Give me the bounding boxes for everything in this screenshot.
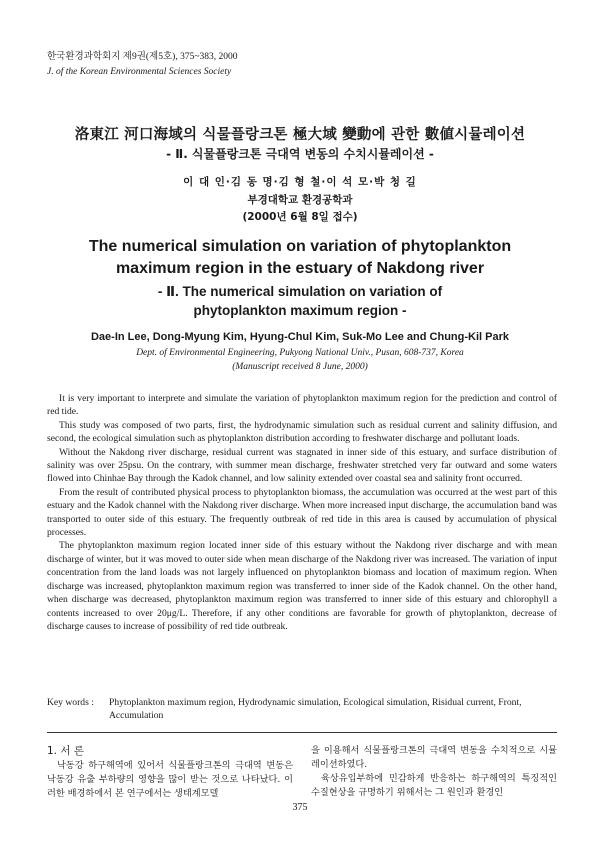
subtitle-english	[0, 282, 600, 320]
authors-korean: 이 대 인·김 동 명·김 형 철·이 석 모·박 청 길	[183, 176, 417, 188]
abstract-paragraph: Without the Nakdong river discharge, residual current was stagnated in inner side of this estuary, and surface distribution of salinity was over 25psu. On the contrary, with summer mean discharge, freshwater stretched very far outward and some waters flowed into Chinhae Bay through the Kadok channel, and low salinity extended over coastal sea and salinity front occurred.	[47, 446, 557, 485]
title-english-line-2: maximum region in the estuary of Nakdong river	[115, 260, 485, 277]
page-number: 375	[292, 802, 308, 813]
body-paragraph: 을 이용해서 식물플랑크톤의 극대역 변동을 수치적으로 시뮬레이션하였다.	[311, 745, 557, 770]
section-heading-introduction: 1. 서 론	[47, 745, 84, 757]
subtitle-english-line-1: - Ⅱ. The numerical simulation on variation of	[157, 284, 443, 299]
journal-name-en: J. of the Korean Environmental Sciences Society	[47, 67, 232, 77]
abstract-paragraph: The phytoplankton maximum region located inner side of this estuary without the Nakdong river discharge and with mean discharge of winter, but it was moved to outer side when mean discharge of the Nakdong river was increased. The variation of input concentration from the land loads was not largely influenced on phytoplankton biomass and location of maximum region. When discharge was increased, phytoplankton maximum region was transferred to inner side of the Kadok channel. On the other hand, when discharge was decreased, phytoplankton maximum region was transferred to inner side of this estuary and chlorophyll a contents increased to over 20μg/L. Therefore, if any other conditions are favorable for growth of phytoplankton, decrease of discharge causes to increase of possibility of red tide outbreak.	[47, 540, 557, 632]
title-english-line-1: The numerical simulation on variation of phytoplankton	[88, 238, 512, 255]
subtitle-english-line-2: phytoplankton maximum region -	[193, 303, 407, 318]
authors-english: Dae-In Lee, Dong-Myung Kim, Hyung-Chul Kim, Suk-Mo Lee and Chung-Kil Park	[90, 331, 509, 343]
keywords	[47, 696, 557, 723]
abstract-paragraph: This study was composed of two parts, first, the hydrodynamic simulation such as residual current and salinity diffusion, and second, the ecological simulation such as phytoplankton distribution according to freshwater discharge and pollutant loads.	[47, 419, 557, 445]
keywords-label: Key words :	[47, 697, 94, 708]
body-paragraph: 육상유입부하에 민감하게 반응하는 하구해역의 특징적인 수질현상을 규명하기 위해서는 그 원인과 환경인	[311, 773, 557, 798]
title-english	[0, 236, 600, 280]
subtitle-korean: - Ⅱ. 식물플랑크톤 극대역 변동의 수치시뮬레이션 -	[166, 147, 434, 161]
keywords-text: Phytoplankton maximum region, Hydrodynamic simulation, Ecological simulation, Risidual current, Front, Accumulation	[109, 697, 522, 722]
abstract-paragraph: From the result of contributed physical process to phytoplankton biomass, the accumulation was occurred at the west part of this estuary and the Kadok channel with the Nakdong river discharge. When more increased input discharge, the accumulation band was transported to outer side of this estuary. The frequently outbreak of red tide in this area is caused by accumulation of physical processes.	[47, 486, 557, 539]
affiliation-english: Dept. of Environmental Engineering, Pukyong National Univ., Pusan, 608-737, Korea	[136, 348, 464, 358]
received-date-english: (Manuscript received 8 June, 2000)	[232, 362, 368, 372]
body-paragraph: 낙동강 하구해역에 있어서 식물플랑크톤의 극대역 변동은 낙동강 유출 부하량의 영향을 많이 받는 것으로 나타났다. 이러한 배경하에서 본 연구에서는 생태계모델	[47, 760, 293, 799]
journal-citation-kr: 한국환경과학회지 제9권(제5호), 375~383, 2000	[47, 52, 238, 62]
abstract-paragraph: It is very important to interprete and simulate the variation of phytoplankton maximum region for the prediction and control of red tide.	[47, 393, 557, 418]
abstract	[47, 392, 557, 633]
title-korean: 洛東江 河口海域의 식물플랑크톤 極大域 變動에 관한 數値시뮬레이션	[74, 127, 526, 143]
section-divider	[47, 732, 557, 733]
body-column-left	[47, 744, 293, 801]
received-date-korean: (2000년 6월 8일 접수)	[242, 211, 358, 223]
body-column-right	[311, 744, 557, 800]
journal-header	[47, 50, 237, 80]
affiliation-korean: 부경대학교 환경공학과	[247, 194, 353, 206]
